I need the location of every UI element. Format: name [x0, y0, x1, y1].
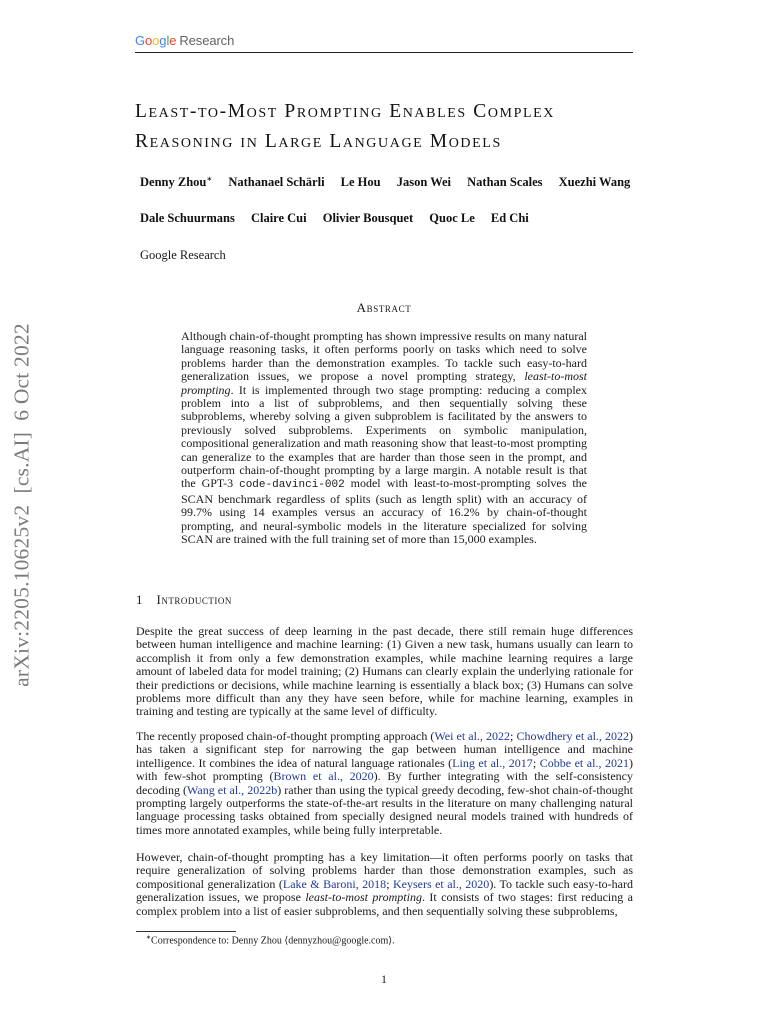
citation-link[interactable]: Cobbe et al., 2021: [539, 755, 630, 770]
author-name: Ed Chi: [490, 211, 529, 225]
abstract-body: Although chain-of-thought prompting has shown impressive results on many natural language reasoning tasks, it often performs poorly on tasks which need to solve problems harder than the demonstration examples. To tackle such easy-to-hard generalization issues, we propose a novel prompting strategy, least-to-most prompting. It is implemented through two stage prompting: reducing a complex problem into a list of subproblems, and then sequentially solving these subproblems, whereby solving a given subproblem is facilitated by the answers to previously solved subproblems. Experiments on symbolic manipulation, compositional generalization and math reasoning show that least-to-most prompting can generalize to the examples that are harder than those seen in the prompt, and outperform chain-of-thought prompting by a large margin. A notable result is that the GPT-3 code-davinci-002 model with least-to-most-prompting solves the SCAN benchmark regardless of splits (such as length split) with an accuracy of 99.7% using 14 examples versus an accuracy of 16.2% by chain-of-thought prompting, and neural-symbolic models in the literature specialized for solving SCAN are trained with the full training set of more than 15,000 examples.: [181, 329, 587, 547]
author-footnote-mark: ∗: [206, 175, 213, 183]
author-name: Le Hou: [340, 175, 381, 190]
citation-link[interactable]: Wang et al., 2022b: [187, 782, 278, 797]
page-number: 1: [381, 972, 387, 986]
citation-link[interactable]: Ling et al., 2017: [452, 755, 533, 770]
authors-row-1: [140, 175, 643, 190]
author-name: Denny Zhou∗: [140, 175, 213, 190]
logo-letter: g: [159, 33, 167, 48]
section-heading-introduction: [136, 592, 232, 608]
citation-link[interactable]: Keysers et al., 2020: [392, 876, 490, 891]
header-rule: [135, 52, 633, 53]
paper-title: [135, 97, 655, 157]
google-research-logo: [135, 33, 234, 48]
author-name: Nathanael Schärli: [228, 175, 325, 190]
logo-letter: l: [166, 33, 170, 48]
citation-link[interactable]: Brown et al., 2020: [273, 769, 374, 784]
abstract-emphasis: least-to-most prompting: [181, 369, 587, 397]
logo-letter: e: [169, 33, 177, 48]
author-name: Dale Schuurmans: [140, 211, 235, 225]
author-name: Claire Cui: [250, 211, 307, 225]
author-name: Nathan Scales: [467, 175, 543, 190]
intro-paragraph-1: Despite the great success of deep learning in the past decade, there still remain huge differences between human intelligence and machine learning: (1) Given a new task, humans usually can learn to accomplish it from only a few demonstration examples, while machine learning requires a large amount of labeled data for model training; (2) Humans can clearly explain the underlying rationale for their predictions or decisions, while machine learning is essentially a black box; (3) Humans can solve problems more difficult than any they have seen before, while for machine learning, examples in training and testing are typically at the same level of difficulty.: [136, 624, 633, 719]
author-name: Quoc Le: [429, 211, 475, 225]
abstract-code: code-davinci-002: [239, 479, 345, 492]
logo-letter: G: [135, 33, 146, 48]
footnote: [146, 934, 395, 946]
section-number: 1: [136, 592, 143, 607]
title-line-2: Reasoning in Large Language Models: [135, 131, 502, 152]
arxiv-stamp-text: arXiv:2205.10625v2 [cs.AI] 6 Oct 2022: [9, 323, 34, 687]
intro-paragraph-3: However, chain-of-thought prompting has a key limitation—it often performs poorly on tasks that require generalization of solving problems harder than those demonstration examples, such as compositional generalization (Lake & Baroni, 2018; Keysers et al., 2020). To tackle such easy-to-hard generalization issues, we propose least-to-most prompting. It consists of two stages: first reducing a complex problem into a list of easier subproblems, and then sequentially solving these subproblems,: [136, 850, 634, 918]
citation-link[interactable]: Chowdhery et al., 2022: [516, 729, 629, 743]
intro-paragraph-2: The recently proposed chain-of-thought prompting approach (Wei et al., 2022; Chowdhery et al., 2022) has taken a significant step for narrowing the gap between human intelligence and machine intelligence. It combines the idea of natural language rationales (Ling et al., 2017; Cobbe et al., 2021) with few-shot prompting (Brown et al., 2020). By further integrating with the self-consistency decoding (Wang et al., 2022b) rather than using the typical greedy decoding, few-shot chain-of-thought prompting largely outperforms the state-of-the-art results in the literature on many challenging natural language processing tasks obtained from specially designed neural models trained with hundreds of times more annotated examples, while being fully interpretable.: [136, 729, 634, 837]
affiliation: Google Research: [140, 248, 226, 262]
citation-link[interactable]: Lake & Baroni, 2018: [282, 876, 387, 891]
citation-link[interactable]: Wei et al., 2022: [434, 729, 511, 743]
section-title: Introduction: [156, 592, 232, 607]
intro-emphasis: least-to-most prompting: [305, 890, 422, 905]
logo-letter: o: [145, 33, 153, 48]
authors-row-2: [140, 211, 542, 226]
logo-letter: o: [152, 33, 160, 48]
author-name: Jason Wei: [396, 175, 452, 190]
title-line-1: Least-to-Most Prompting Enables Complex: [135, 101, 556, 122]
footnote-rule: [136, 931, 236, 932]
abstract-heading: Abstract: [356, 300, 412, 315]
author-name: Olivier Bousquet: [322, 211, 414, 225]
footnote-mark: ∗: [146, 935, 152, 941]
logo-suffix: Research: [179, 33, 235, 48]
author-name: Xuezhi Wang: [558, 175, 631, 190]
footnote-text: Correspondence to: Denny Zhou ⟨dennyzhou@google.com⟩.: [151, 935, 395, 947]
